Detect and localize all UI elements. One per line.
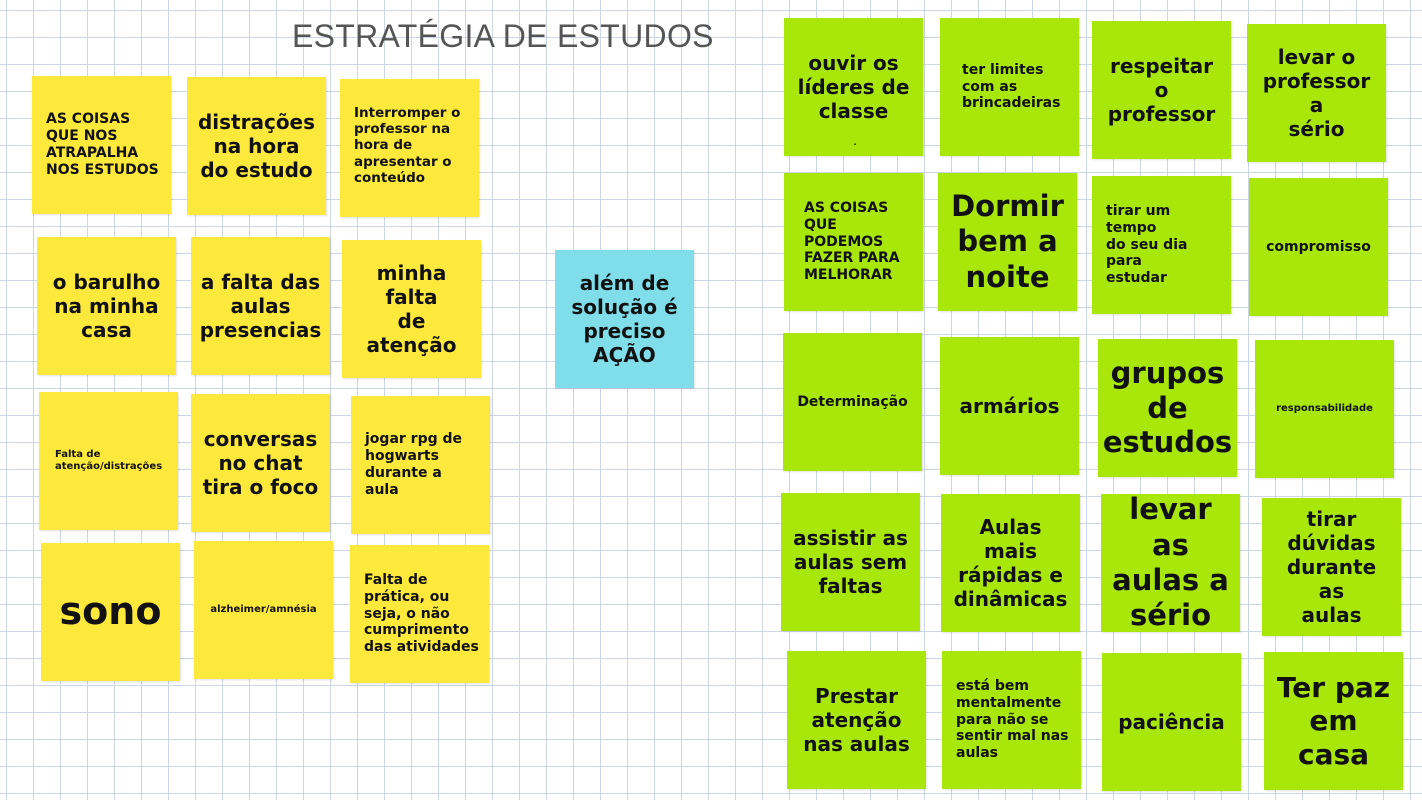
- sticky-note-solution[interactable]: ter limites com as brincadeiras: [940, 18, 1079, 156]
- sticky-note-solution[interactable]: armários: [940, 337, 1079, 475]
- sticky-note-solution[interactable]: responsabilidade: [1255, 340, 1394, 478]
- sticky-note-solution[interactable]: assistir as aulas sem faltas: [781, 493, 920, 631]
- sticky-note-problem[interactable]: conversas no chat tira o foco: [191, 394, 330, 532]
- sticky-note-problem[interactable]: Falta de atenção/distrações: [39, 392, 178, 530]
- sticky-note-problem[interactable]: jogar rpg de hogwarts durante a aula: [351, 396, 490, 534]
- sticky-note-solution[interactable]: Determinação: [783, 333, 922, 471]
- sticky-note-problem[interactable]: sono: [41, 543, 180, 681]
- sticky-note-problem[interactable]: Interromper o professor na hora de apresentar o conteúdo: [340, 79, 479, 217]
- sticky-note-solution[interactable]: ouvir os líderes de classe .: [784, 18, 923, 156]
- sticky-note-solution[interactable]: Dormir bem a noite: [938, 173, 1077, 311]
- sticky-note-solution[interactable]: Prestar atenção nas aulas: [787, 651, 926, 789]
- sticky-note-solution[interactable]: tirar um tempo do seu dia para estudar: [1092, 176, 1231, 314]
- sticky-note-solution[interactable]: Ter paz em casa: [1264, 652, 1403, 790]
- sticky-note-problem[interactable]: o barulho na minha casa: [37, 237, 176, 375]
- sticky-note-solution[interactable]: levar o professor a sério: [1247, 24, 1386, 162]
- sticky-note-action[interactable]: além de solução é preciso AÇÃO: [555, 250, 694, 388]
- sticky-note-solution[interactable]: levar as aulas a sério: [1101, 494, 1240, 632]
- sticky-note-solution[interactable]: compromisso: [1249, 178, 1388, 316]
- sticky-note-solution[interactable]: paciência: [1102, 653, 1241, 791]
- sticky-note-solution[interactable]: grupos de estudos: [1098, 339, 1237, 477]
- sticky-note-problem[interactable]: a falta das aulas presencias: [191, 237, 330, 375]
- board-title: ESTRATÉGIA DE ESTUDOS: [292, 18, 714, 54]
- sticky-note-problem[interactable]: minha falta de atenção: [342, 240, 481, 378]
- sticky-note-problem[interactable]: alzheimer/amnésia: [194, 541, 333, 679]
- sticky-note-problem[interactable]: Falta de prática, ou seja, o não cumprimento das atividades: [350, 545, 489, 683]
- sticky-note-solution[interactable]: está bem mentalmente para não se sentir mal nas aulas: [942, 651, 1081, 789]
- sticky-note-solution[interactable]: respeitar o professor: [1092, 21, 1231, 159]
- sticky-note-solution[interactable]: tirar dúvidas durante as aulas: [1262, 498, 1401, 636]
- sticky-note-solutions-header[interactable]: AS COISAS QUE PODEMOS FAZER PARA MELHORAR: [784, 173, 923, 311]
- sticky-note-solution[interactable]: Aulas mais rápidas e dinâmicas: [941, 494, 1080, 632]
- sticky-note-problems-header[interactable]: AS COISAS QUE NOS ATRAPALHA NOS ESTUDOS: [32, 76, 171, 214]
- sticky-note-problem[interactable]: distrações na hora do estudo: [187, 77, 326, 215]
